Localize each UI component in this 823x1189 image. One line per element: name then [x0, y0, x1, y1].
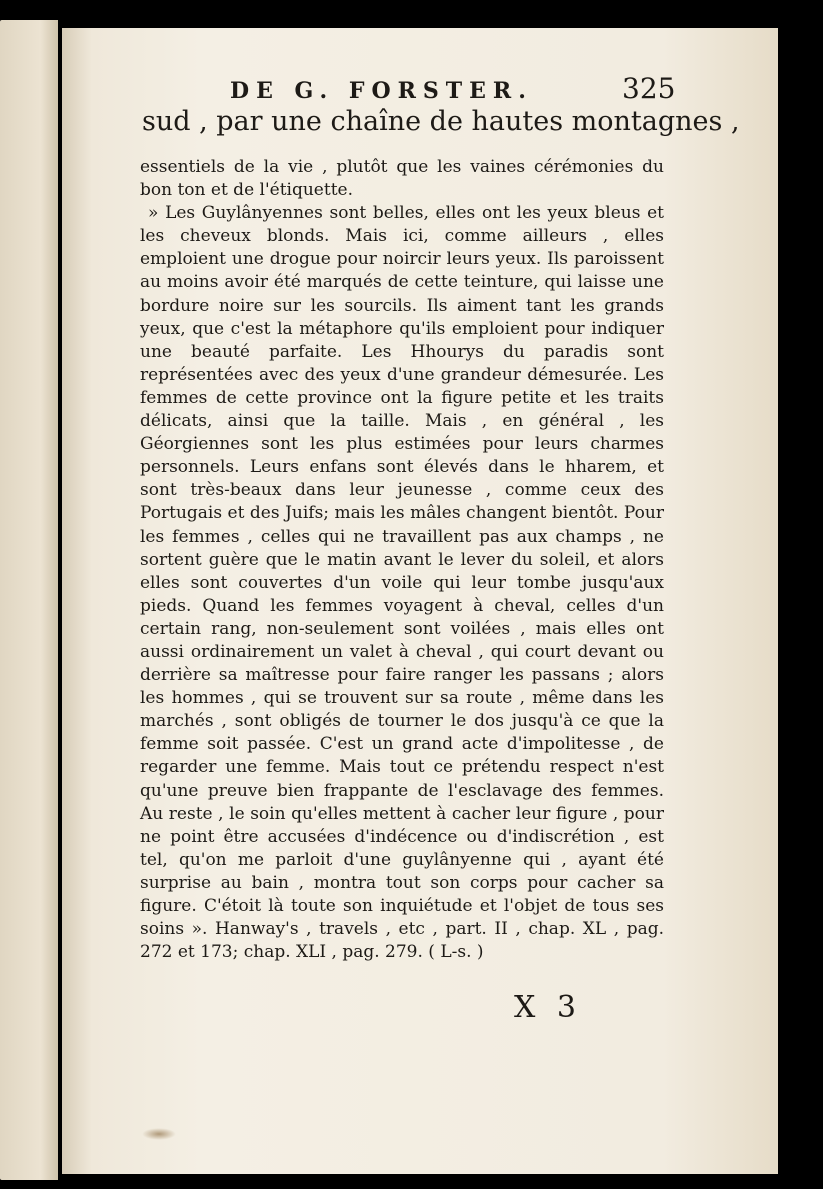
running-head: DE G. FORSTER. [230, 78, 533, 104]
page-number: 325 [622, 72, 676, 105]
facing-page-edge [0, 20, 58, 1180]
book-page [62, 28, 778, 1174]
paragraph-quote: » Les Guylânyennes sont belles, elles ont les yeux bleus et les cheveux blonds. Mais ici, comme ailleurs , elles emploient une drogue pour noircir leurs yeux. Ils paroissent au moins avoir été marqués de cette teinture, qui laisse une bordure noire sur les sourcils. Ils aiment tant les grands yeux, que c'est la métaphore qu'ils emploient pour indiquer une beauté parfaite. Les Hhourys du paradis sont représentées avec des yeux d'une grandeur démesurée. Les femmes de cette province ont la figure petite et les traits délicats, ainsi que la taille. Mais , en général , les Géorgiennes sont les plus estimées pour leurs charmes personnels. Leurs enfans sont élevés dans le hharem, et sont très-beaux dans leur jeunesse , comme ceux des Portugais et des Juifs; mais les mâles changent bientôt. Pour les femmes , celles qui ne travaillent pas aux champs , ne sortent guère que le matin avant le lever du soleil, et alors elles sont couvertes d'un voile qui leur tombe jusqu'aux pieds. Quand les femmes voyagent à cheval, celles d'un certain rang, non-seulement sont voilées , mais elles ont aussi ordinairement un valet à cheval , qui court devant ou derrière sa maîtresse pour faire ranger les passans ; alors les hommes , qui se trouvent sur sa route , même dans les marchés , sont obligés de tourner le dos jusqu'à ce que la femme soit passée. C'est un grand acte d'impolitesse , de regarder une femme. Mais tout ce prétendu respect n'est qu'une preuve bien frappante de l'esclavage des femmes. Au reste , le soin qu'elles mettent à cacher leur figure , pour ne point être accusées d'indécence ou d'indiscrétion , est tel, qu'on me parloit d'une guylânyenne qui , ayant été surprise au bain , montra tout son corps pour cacher sa figure. C'étoit là toute son inquiétude et l'objet de tous ses soins ». Hanway's , travels , etc , part. II , chap. XL , pag. 272 et 173; chap. XLI , pag. 279. ( L-s. ) [140, 203, 664, 963]
signature-mark: X 3 [514, 990, 582, 1025]
paragraph-continuation: essentiels de la vie , plutôt que les vaines cérémonies du bon ton et de l'étiquette. [140, 157, 664, 201]
ink-smudge [142, 1128, 176, 1140]
catchline: sud , par une chaîne de hautes montagnes , [142, 106, 740, 137]
body-text [140, 156, 664, 964]
